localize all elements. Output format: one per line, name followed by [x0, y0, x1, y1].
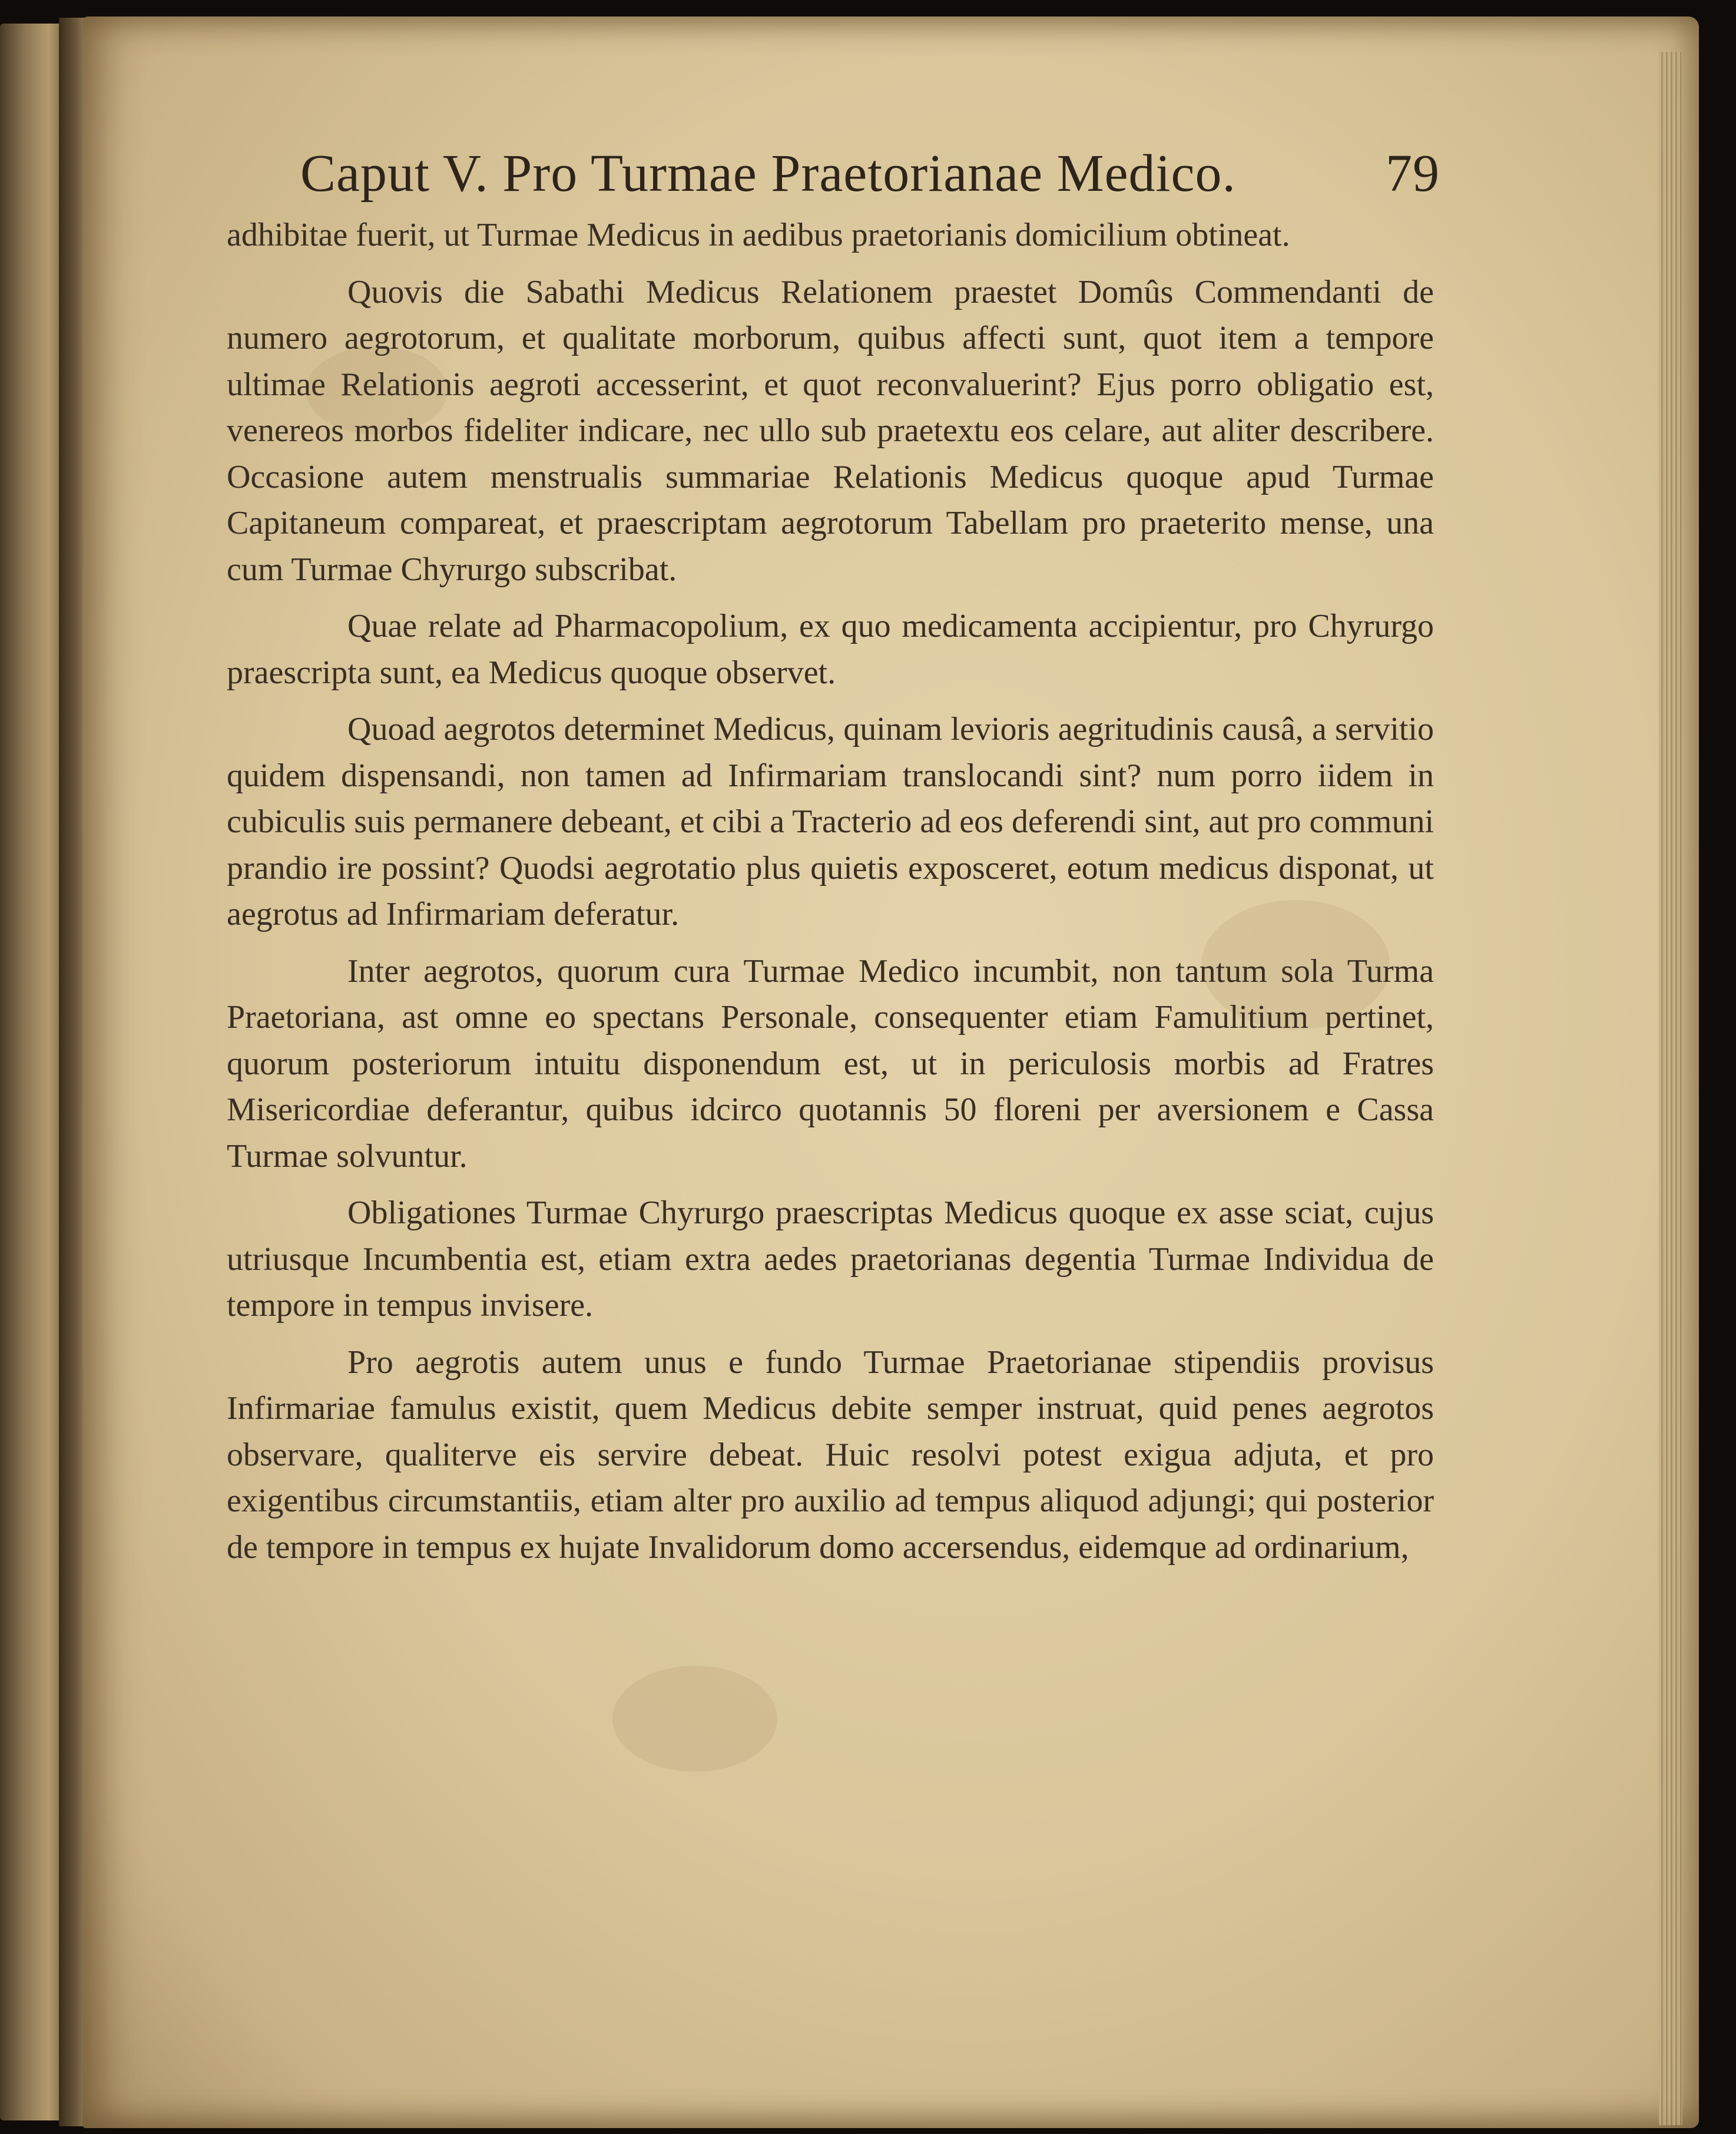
paragraph-7: Pro aegrotis autem unus e fundo Turmae Praetorianae stipendiis provisus Infirmariae famulus existit, quem Medicus debite semper instruat, quid penes aegrotos observare, qualiterve eis servire debeat. Huic resolvi potest exigua adjuta, et pro exigentibus circumstantiis, etiam alter pro auxilio ad tempus aliquod adjungi; qui posterior de tempore in tempus ex hujate Invalidorum domo accersendus, eidemque ad ordinarium,	[227, 1344, 1434, 1566]
running-head	[227, 135, 1440, 212]
page-number: 79	[1386, 144, 1440, 203]
paper-stain	[612, 1666, 777, 1772]
paragraph-1: adhibitae fuerit, ut Turmae Medicus in aedibus praetorianis domicilium obtineat.	[227, 217, 1290, 253]
body-text	[227, 212, 1434, 1570]
page-content	[227, 135, 1440, 1570]
paragraph-4: Quoad aegrotos determinet Medicus, quinam levioris aegritudinis causâ, a servitio quidem dispensandi, non tamen ad Infirmariam translocandi sint? num porro iidem in cubiculis suis permanere debeant, et cibi a Tracterio ad eos deferendi sint, aut pro communi prandio ire possint? Quodsi aegrotatio plus quietis exposceret, eotum medicus disponat, ut aegrotus ad Infirmariam deferatur.	[227, 711, 1434, 932]
paragraph-6: Obligationes Turmae Chyrurgo praescriptas Medicus quoque ex asse sciat, cujus utriusque Incumbentia est, etiam extra aedes praetorianas degentia Turmae Individua de tempore in tempus invisere.	[227, 1195, 1434, 1324]
right-page-edges	[1659, 52, 1682, 2125]
paragraph-3: Quae relate ad Pharmacopolium, ex quo medicamenta accipientur, pro Chyrurgo praescripta sunt, ea Medicus quoque observet.	[227, 608, 1434, 691]
chapter-title: Caput V. Pro Turmae Praetorianae Medico.	[300, 144, 1236, 203]
paragraph-5: Inter aegrotos, quorum cura Turmae Medico incumbit, non tantum sola Turma Praetoriana, ast omne eo spectans Personale, consequenter etiam Famulitium pertinet, quorum posteriorum intuitu disponendum est, ut in periculosis morbis ad Fratres Misericordiae deferantur, quibus idcirco quotannis 50 floreni per aversionem e Cassa Turmae solvuntur.	[227, 952, 1434, 1174]
paragraph-2: Quovis die Sabathi Medicus Relationem praestet Domûs Commendanti de numero aegrotorum, et qualitate morborum, quibus affecti sunt, quot item a tempore ultimae Relationis aegroti accesserint, et quot reconvaluerint? Ejus porro obligatio est, venereos morbos fideliter indicare, nec ullo sub praetextu eos celare, aut aliter describere. Occasione autem menstrualis summariae Relationis Medicus quoque apud Turmae Capitaneum compareat, et praescriptam aegrotorum Tabellam pro praeterito mense, una cum Turmae Chyrurgo subscribat.	[227, 273, 1434, 588]
